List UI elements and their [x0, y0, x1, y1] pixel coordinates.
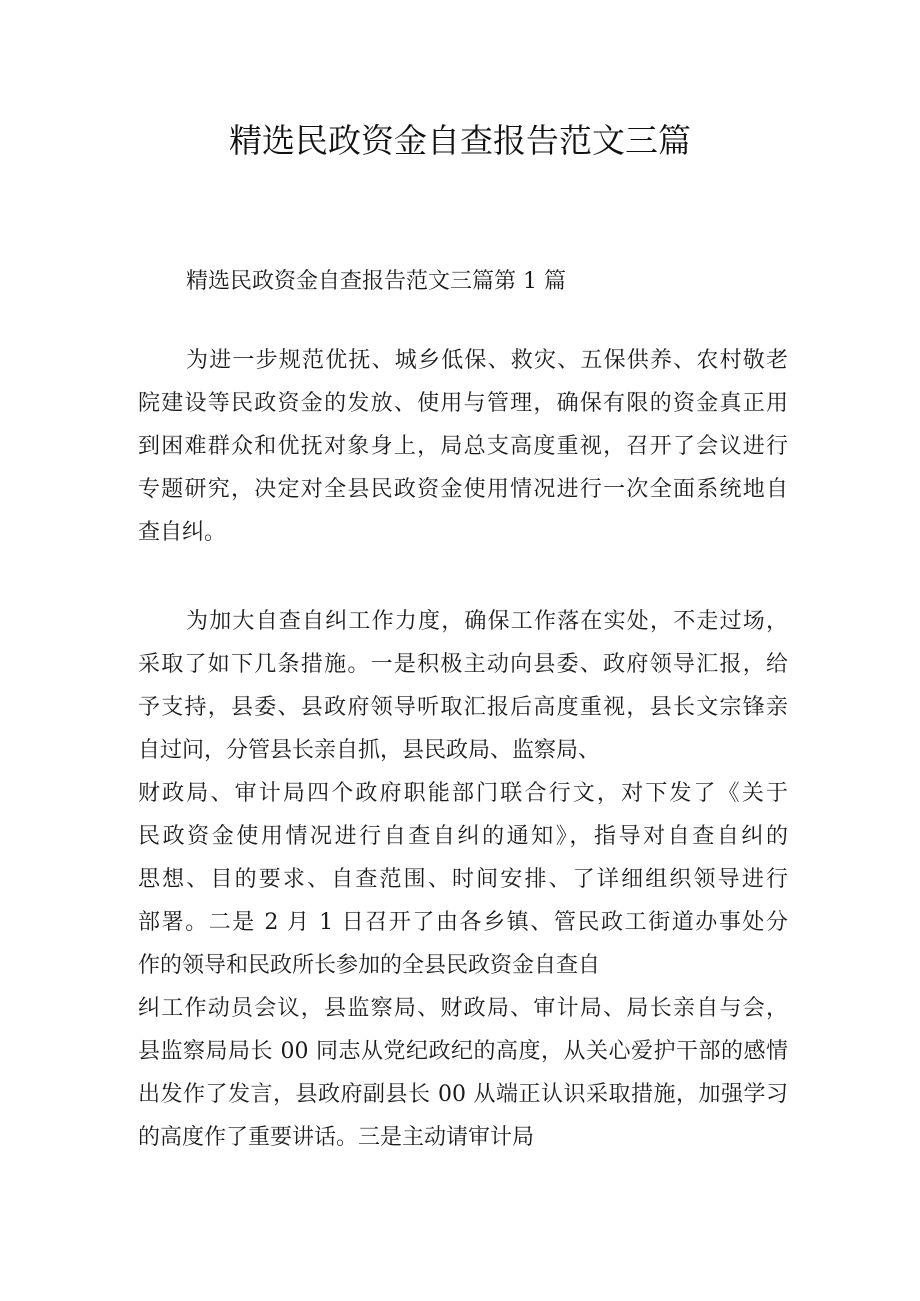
paragraph-2 [138, 600, 788, 1159]
paragraph-line: 出发作了发言，县政府副县长 00 从端正认识采取措施，加强学习 [138, 1082, 788, 1107]
paragraph-line: 到困难群众和优抚对象身上，局总支高度重视，召开了会议进行 [138, 434, 788, 459]
paragraph-line: 院建设等民政资金的发放、使用与管理，确保有限的资金真正用 [138, 391, 788, 416]
paragraph-line: 为进一步规范优抚、城乡低保、救灾、五保供养、农村敬老 [186, 348, 788, 373]
paragraph-line: 纠工作动员会议，县监察局、财政局、审计局、局长亲自与会， [138, 996, 788, 1021]
paragraph-line: 县监察局局长 00 同志从党纪政纪的高度，从关心爱护干部的感情 [138, 1039, 788, 1064]
paragraph-line: 部署。二是 2 月 1 日召开了由各乡镇、管民政工街道办事处分 [138, 910, 788, 935]
paragraph-line: 思想、目的要求、自查范围、时间安排、了详细组织领导进行 [138, 867, 788, 892]
section-heading: 精选民政资金自查报告范文三篇第 1 篇 [186, 269, 566, 294]
paragraph-line: 为加大自查自纠工作力度，确保工作落在实处，不走过场， [186, 609, 788, 634]
paragraph-line: 专题研究，决定对全县民政资金使用情况进行一次全面系统地自 [138, 477, 788, 502]
paragraph-line: 民政资金使用情况进行自查自纠的通知》，指导对自查自纠的 [138, 824, 788, 849]
paragraph-line: 采取了如下几条措施。一是积极主动向县委、政府领导汇报，给 [138, 652, 788, 677]
paragraph-line: 的高度作了重要讲话。三是主动请审计局 [138, 1125, 535, 1150]
document-title: 精选民政资金自查报告范文三篇 [229, 121, 691, 160]
paragraph-line: 予支持，县委、县政府领导听取汇报后高度重视，县长文宗锋亲 [138, 695, 788, 720]
paragraph-line: 自过问，分管县长亲自抓，县民政局、监察局、 [138, 738, 601, 763]
paragraph-line: 作的领导和民政所长参加的全县民政资金自查自 [138, 953, 601, 978]
paragraph-line: 财政局、审计局四个政府职能部门联合行文，对下发了《关于 [138, 781, 788, 806]
paragraph-line: 查自纠。 [138, 520, 227, 545]
paragraph-1 [138, 339, 788, 554]
